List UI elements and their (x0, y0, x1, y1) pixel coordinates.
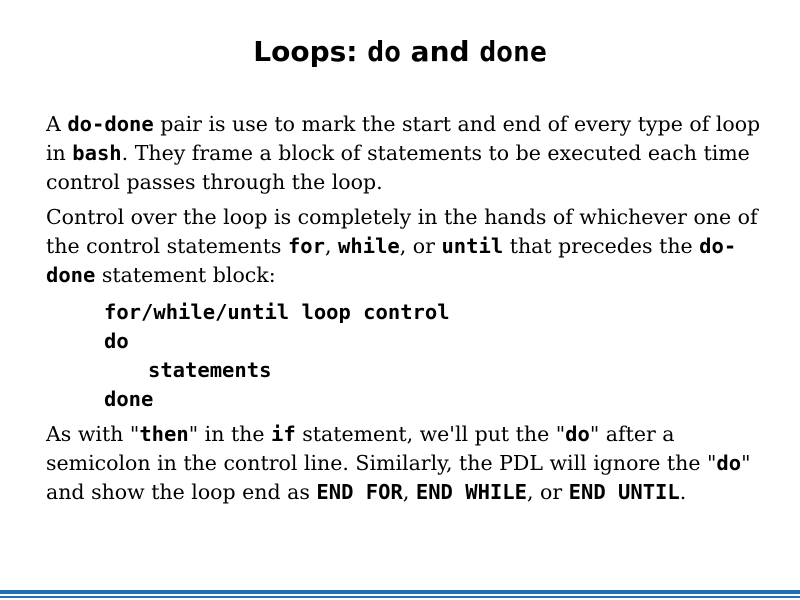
text-run: As with " (46, 422, 140, 446)
text-run: that precedes the (503, 234, 700, 258)
slide-title (0, 32, 800, 72)
keyword-end-until: END UNTIL (568, 480, 680, 504)
text-run: A (46, 112, 68, 136)
keyword-do-done: do-done (46, 234, 737, 287)
text-run: Control over the loop is completely in the hands of whichever one of the control statements (46, 205, 758, 258)
title-keyword-done: done (479, 35, 547, 68)
text-run: , or (526, 480, 569, 504)
footer-accent-bar (0, 590, 800, 594)
code-block (46, 298, 766, 414)
text-run: , or (399, 234, 442, 258)
keyword-until: until (441, 234, 504, 258)
keyword-for: for (287, 234, 325, 258)
keyword-do: do (716, 451, 742, 475)
keyword-then: then (139, 422, 189, 446)
footer-accent-line (0, 596, 800, 598)
text-run: . They frame a block of statements to be executed each time control passes through the loop. (46, 141, 750, 194)
code-line-done: done (104, 387, 154, 411)
keyword-while: while (338, 234, 400, 258)
title-middle: and (400, 35, 480, 68)
keyword-if: if (271, 422, 296, 446)
keyword-do: do (565, 422, 590, 446)
paragraph-control (46, 203, 766, 290)
slide-body (46, 110, 766, 513)
text-run: " in the (188, 422, 272, 446)
text-run: statement, we'll put the " (295, 422, 566, 446)
keyword-end-while: END WHILE (415, 480, 527, 504)
code-line-control: for/while/until loop control (104, 300, 450, 324)
code-line-statements: statements (148, 358, 272, 382)
text-run: " after a semicolon in the control line. Similarly, the PDL will ignore the " (46, 422, 717, 475)
keyword-do-done: do-done (67, 112, 154, 136)
text-run: . (679, 480, 687, 504)
text-run: pair is use to mark the start and end of every type of loop in (46, 112, 761, 165)
keyword-bash: bash (72, 141, 122, 165)
paragraph-intro (46, 110, 766, 197)
text-run: statement block: (95, 263, 276, 287)
text-run: , (325, 234, 339, 258)
text-run: " and show the loop end as (46, 451, 751, 504)
title-prefix: Loops: (253, 35, 368, 68)
keyword-end-for: END FOR (316, 480, 403, 504)
title-keyword-do: do (367, 35, 401, 68)
code-line-do: do (104, 329, 129, 353)
paragraph-pdl (46, 420, 766, 507)
text-run: , (402, 480, 416, 504)
